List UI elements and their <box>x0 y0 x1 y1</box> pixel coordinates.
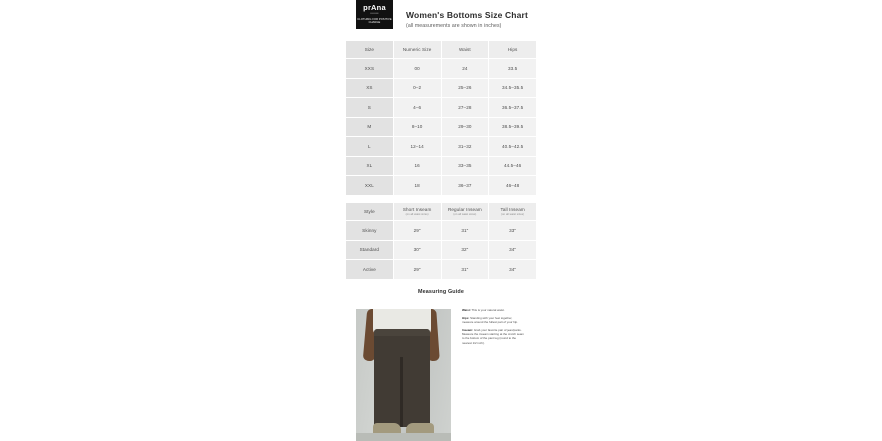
table-cell: 29" <box>394 221 441 240</box>
measuring-guide-title: Measuring Guide <box>418 289 464 295</box>
table-cell: 46–48 <box>489 176 536 195</box>
guide-waist-body: This is your natural waist. <box>470 308 505 312</box>
table-cell: 34" <box>489 260 536 279</box>
table-cell: 36.5–37.5 <box>489 98 536 117</box>
table-cell: 18 <box>394 176 441 195</box>
inseam-table-body <box>346 221 536 279</box>
table-cell: 33–35 <box>442 157 489 176</box>
table-row <box>346 221 536 240</box>
photo-floor <box>356 433 451 441</box>
photo-pants-leg-gap <box>400 357 403 427</box>
row-label-cell: S <box>346 98 393 117</box>
table-cell: 31" <box>442 260 489 279</box>
guide-inseam-body: Grab your favorite pair of jean/pants. Measure the inseam starting at the crotch seam to the bottom of the pant leg (round to the nearest 1/2 inch). <box>462 327 524 345</box>
table-cell: 31" <box>442 221 489 240</box>
inseam-table <box>345 202 537 280</box>
table-row <box>346 79 536 98</box>
measuring-guide-text <box>462 308 524 348</box>
table-cell: 30" <box>394 241 441 260</box>
guide-inseam-label: Inseam: <box>462 327 474 332</box>
table-row <box>346 118 536 137</box>
table-cell: 25–26 <box>442 79 489 98</box>
row-label-cell: XS <box>346 79 393 98</box>
logo-divider: ••••••••• <box>370 13 379 16</box>
column-header-tall-inseam <box>489 203 536 220</box>
table-row <box>346 260 536 279</box>
column-header-numeric-size: Numeric Size <box>394 41 441 58</box>
row-label-cell: Standard <box>346 241 393 260</box>
table-row <box>346 137 536 156</box>
table-row <box>346 157 536 176</box>
table-cell: 29" <box>394 260 441 279</box>
table-cell: 33.5 <box>489 59 536 78</box>
table-cell: 34.5–35.5 <box>489 79 536 98</box>
table-cell: 8–10 <box>394 118 441 137</box>
column-header-regular-inseam <box>442 203 489 220</box>
short-inseam-label: Short Inseam <box>402 206 432 212</box>
guide-waist-label: Waist: <box>462 308 471 312</box>
guide-hips-paragraph <box>462 316 524 325</box>
row-label-cell: M <box>346 118 393 137</box>
table-cell: 31–32 <box>442 137 489 156</box>
table-cell: 00 <box>394 59 441 78</box>
page-subtitle: (all measurements are shown in inches) <box>406 23 502 29</box>
regular-inseam-label: Regular Inseam <box>447 206 482 212</box>
size-measurements-table <box>345 40 537 196</box>
row-label-cell: Active <box>346 260 393 279</box>
column-header-waist: Waist <box>442 41 489 58</box>
column-header-style-label: Style <box>364 208 375 214</box>
title-block <box>406 10 528 29</box>
row-label-cell: XXL <box>346 176 393 195</box>
table-cell: 29–30 <box>442 118 489 137</box>
table-cell: 38.5–39.5 <box>489 118 536 137</box>
table-cell: 24 <box>442 59 489 78</box>
table-row <box>346 59 536 78</box>
table-row <box>346 176 536 195</box>
photo-pants-waistband <box>374 329 430 336</box>
table-cell: 33" <box>489 221 536 240</box>
table-cell: 4–6 <box>394 98 441 117</box>
row-label-cell: L <box>346 137 393 156</box>
table-cell: 12–14 <box>394 137 441 156</box>
page-header <box>356 0 836 32</box>
table-row <box>346 98 536 117</box>
table-cell: 44.5–46 <box>489 157 536 176</box>
regular-inseam-sublabel: (on all waist sizes) <box>453 212 477 216</box>
measuring-guide-photo <box>356 309 451 441</box>
logo-wordmark: prAna <box>363 3 386 13</box>
table-header-row <box>346 41 536 58</box>
table-cell: 34" <box>489 241 536 260</box>
short-inseam-sublabel: (on all waist sizes) <box>405 212 429 216</box>
tall-inseam-label: Tall Inseam <box>500 206 525 212</box>
table-cell: 27–28 <box>442 98 489 117</box>
size-table-body <box>346 59 536 195</box>
row-label-cell: XXS <box>346 59 393 78</box>
table-cell: 40.5–42.5 <box>489 137 536 156</box>
guide-hips-body: Standing with your feet together, measure around the fullest part of your hip. <box>462 315 518 324</box>
table-row <box>346 241 536 260</box>
row-label-cell: Skinny <box>346 221 393 240</box>
table-cell: 32" <box>442 241 489 260</box>
tall-inseam-sublabel: (on all waist sizes) <box>501 212 525 216</box>
guide-hips-label: Hips: <box>462 315 470 320</box>
column-header-style <box>346 203 393 220</box>
page-title: Women's Bottoms Size Chart <box>406 10 528 20</box>
column-header-short-inseam <box>394 203 441 220</box>
table-cell: 36–37 <box>442 176 489 195</box>
column-header-hips: Hips <box>489 41 536 58</box>
table-cell: 0–2 <box>394 79 441 98</box>
inseam-header-row <box>346 203 536 220</box>
table-cell: 16 <box>394 157 441 176</box>
logo-tagline: CLOTHING FOR POSITIVE CHANGE <box>357 17 392 25</box>
guide-inseam-paragraph <box>462 328 524 345</box>
row-label-cell: XL <box>346 157 393 176</box>
guide-waist-paragraph <box>462 308 524 312</box>
prana-logo <box>356 0 393 29</box>
column-header-size: Size <box>346 41 393 58</box>
